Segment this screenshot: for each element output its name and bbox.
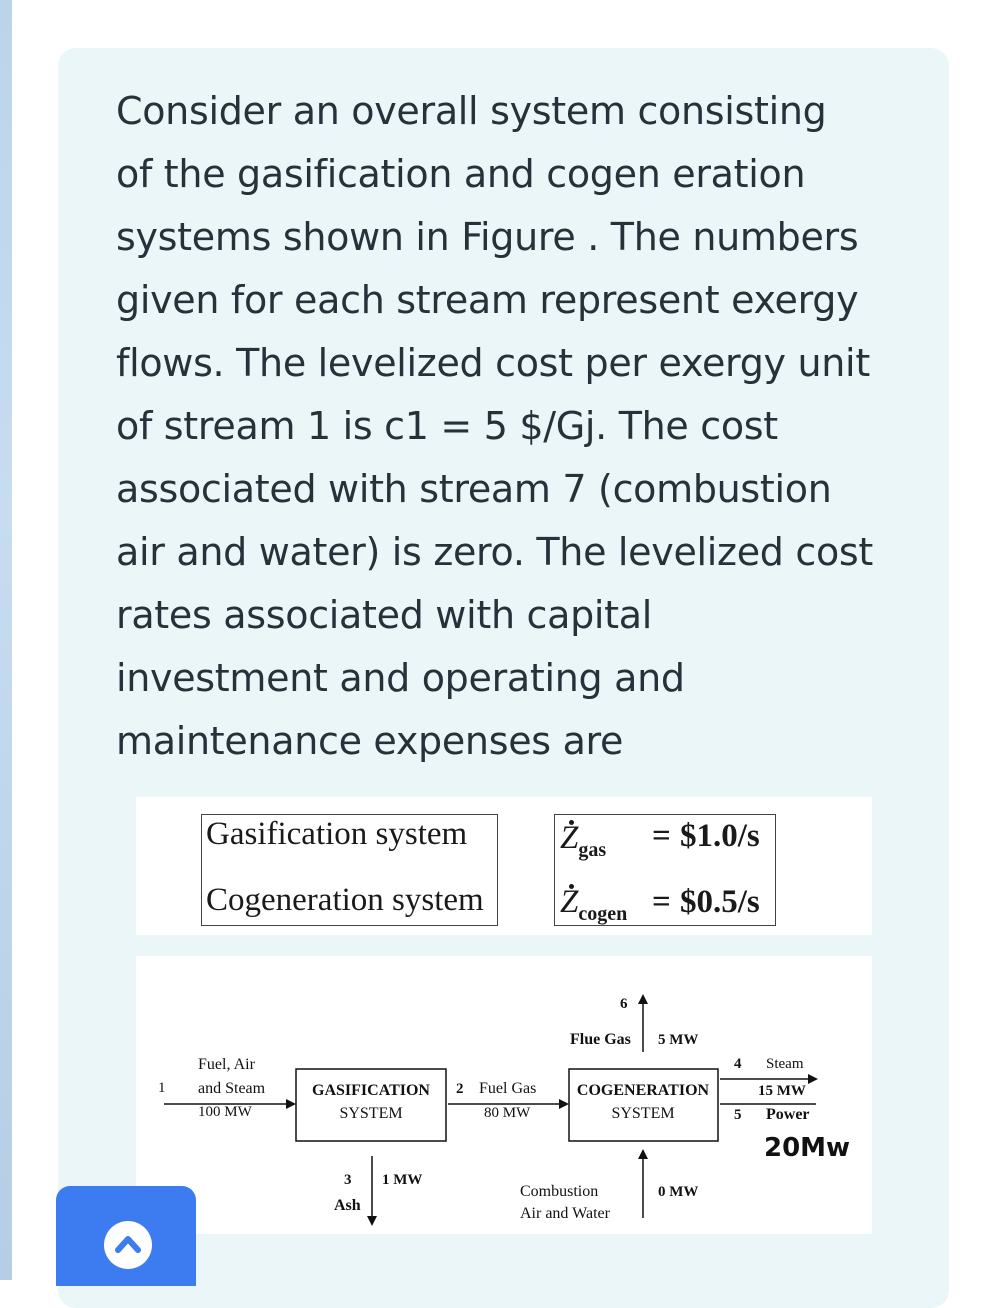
z-cogen-value: $0.5/s bbox=[680, 884, 760, 920]
question-line: of stream 1 is c1 = 5 $/Gj. The cost bbox=[116, 404, 778, 448]
equals-sign: = bbox=[652, 884, 671, 920]
stream-4-label: Steam bbox=[766, 1056, 804, 1072]
stream-3-label: Ash bbox=[334, 1197, 361, 1214]
cogeneration-subtitle: SYSTEM bbox=[611, 1105, 675, 1122]
stream-2-label: Fuel Gas bbox=[479, 1080, 537, 1097]
gasification-title: GASIFICATION bbox=[312, 1082, 430, 1099]
stream-6-number: 6 bbox=[620, 996, 628, 1012]
cogeneration-title: COGENERATION bbox=[576, 1082, 710, 1099]
stream-7-label: Air and Water bbox=[520, 1205, 610, 1222]
question-line: Consider an overall system consisting bbox=[116, 89, 827, 133]
question-line: associated with stream 7 (combustion bbox=[116, 467, 832, 511]
equals-sign: = bbox=[652, 818, 671, 854]
question-line: rates associated with capital bbox=[116, 593, 653, 637]
question-line: flows. The levelized cost per exergy unit bbox=[116, 341, 870, 385]
question-line: air and water) is zero. The levelized cost bbox=[116, 530, 874, 574]
stream-1-label: and Steam bbox=[198, 1080, 266, 1097]
stream-6-value: 5 MW bbox=[658, 1032, 699, 1048]
flow-diagram bbox=[136, 956, 872, 1234]
z-gas-symbol: $Z_{gas}$ bbox=[560, 820, 607, 861]
question-line: maintenance expenses are bbox=[116, 719, 624, 763]
z-cogen-symbol: $Z_{cogen}$ bbox=[560, 884, 628, 925]
stream-1-value: 100 MW bbox=[198, 1104, 252, 1120]
left-edge-strip bbox=[0, 0, 12, 1280]
stream-2-value: 80 MW bbox=[484, 1105, 531, 1121]
question-line: given for each stream represent exergy bbox=[116, 278, 859, 322]
question-line: investment and operating and bbox=[116, 656, 685, 700]
question-line: systems shown in Figure . The numbers bbox=[116, 215, 859, 259]
gasification-subtitle: SYSTEM bbox=[339, 1105, 403, 1122]
handwritten-power-note: 20Mw bbox=[764, 1133, 851, 1163]
stream-4-value: 15 MW bbox=[758, 1083, 806, 1099]
stream-4-number: 4 bbox=[734, 1056, 742, 1072]
question-line: of the gasification and cogen eration bbox=[116, 152, 806, 196]
stream-7-value: 0 MW bbox=[658, 1184, 699, 1200]
chevron-up-icon[interactable] bbox=[104, 1221, 152, 1269]
stream-2-number: 2 bbox=[456, 1081, 464, 1097]
question-text bbox=[116, 80, 906, 773]
stream-1-label: Fuel, Air bbox=[198, 1056, 255, 1073]
gasification-system-label: Gasification system bbox=[206, 816, 468, 852]
z-gas-value: $1.0/s bbox=[680, 818, 760, 854]
stream-7-label: Combustion bbox=[520, 1183, 599, 1200]
stream-5-number: 5 bbox=[734, 1107, 742, 1123]
stream-1-number: 1 bbox=[158, 1080, 166, 1096]
stream-5-label: Power bbox=[766, 1106, 810, 1123]
stream-3-value: 1 MW bbox=[382, 1172, 423, 1188]
stream-3-number: 3 bbox=[344, 1172, 352, 1188]
cogeneration-system-label: Cogeneration system bbox=[206, 882, 484, 918]
stream-6-label: Flue Gas bbox=[570, 1031, 631, 1048]
